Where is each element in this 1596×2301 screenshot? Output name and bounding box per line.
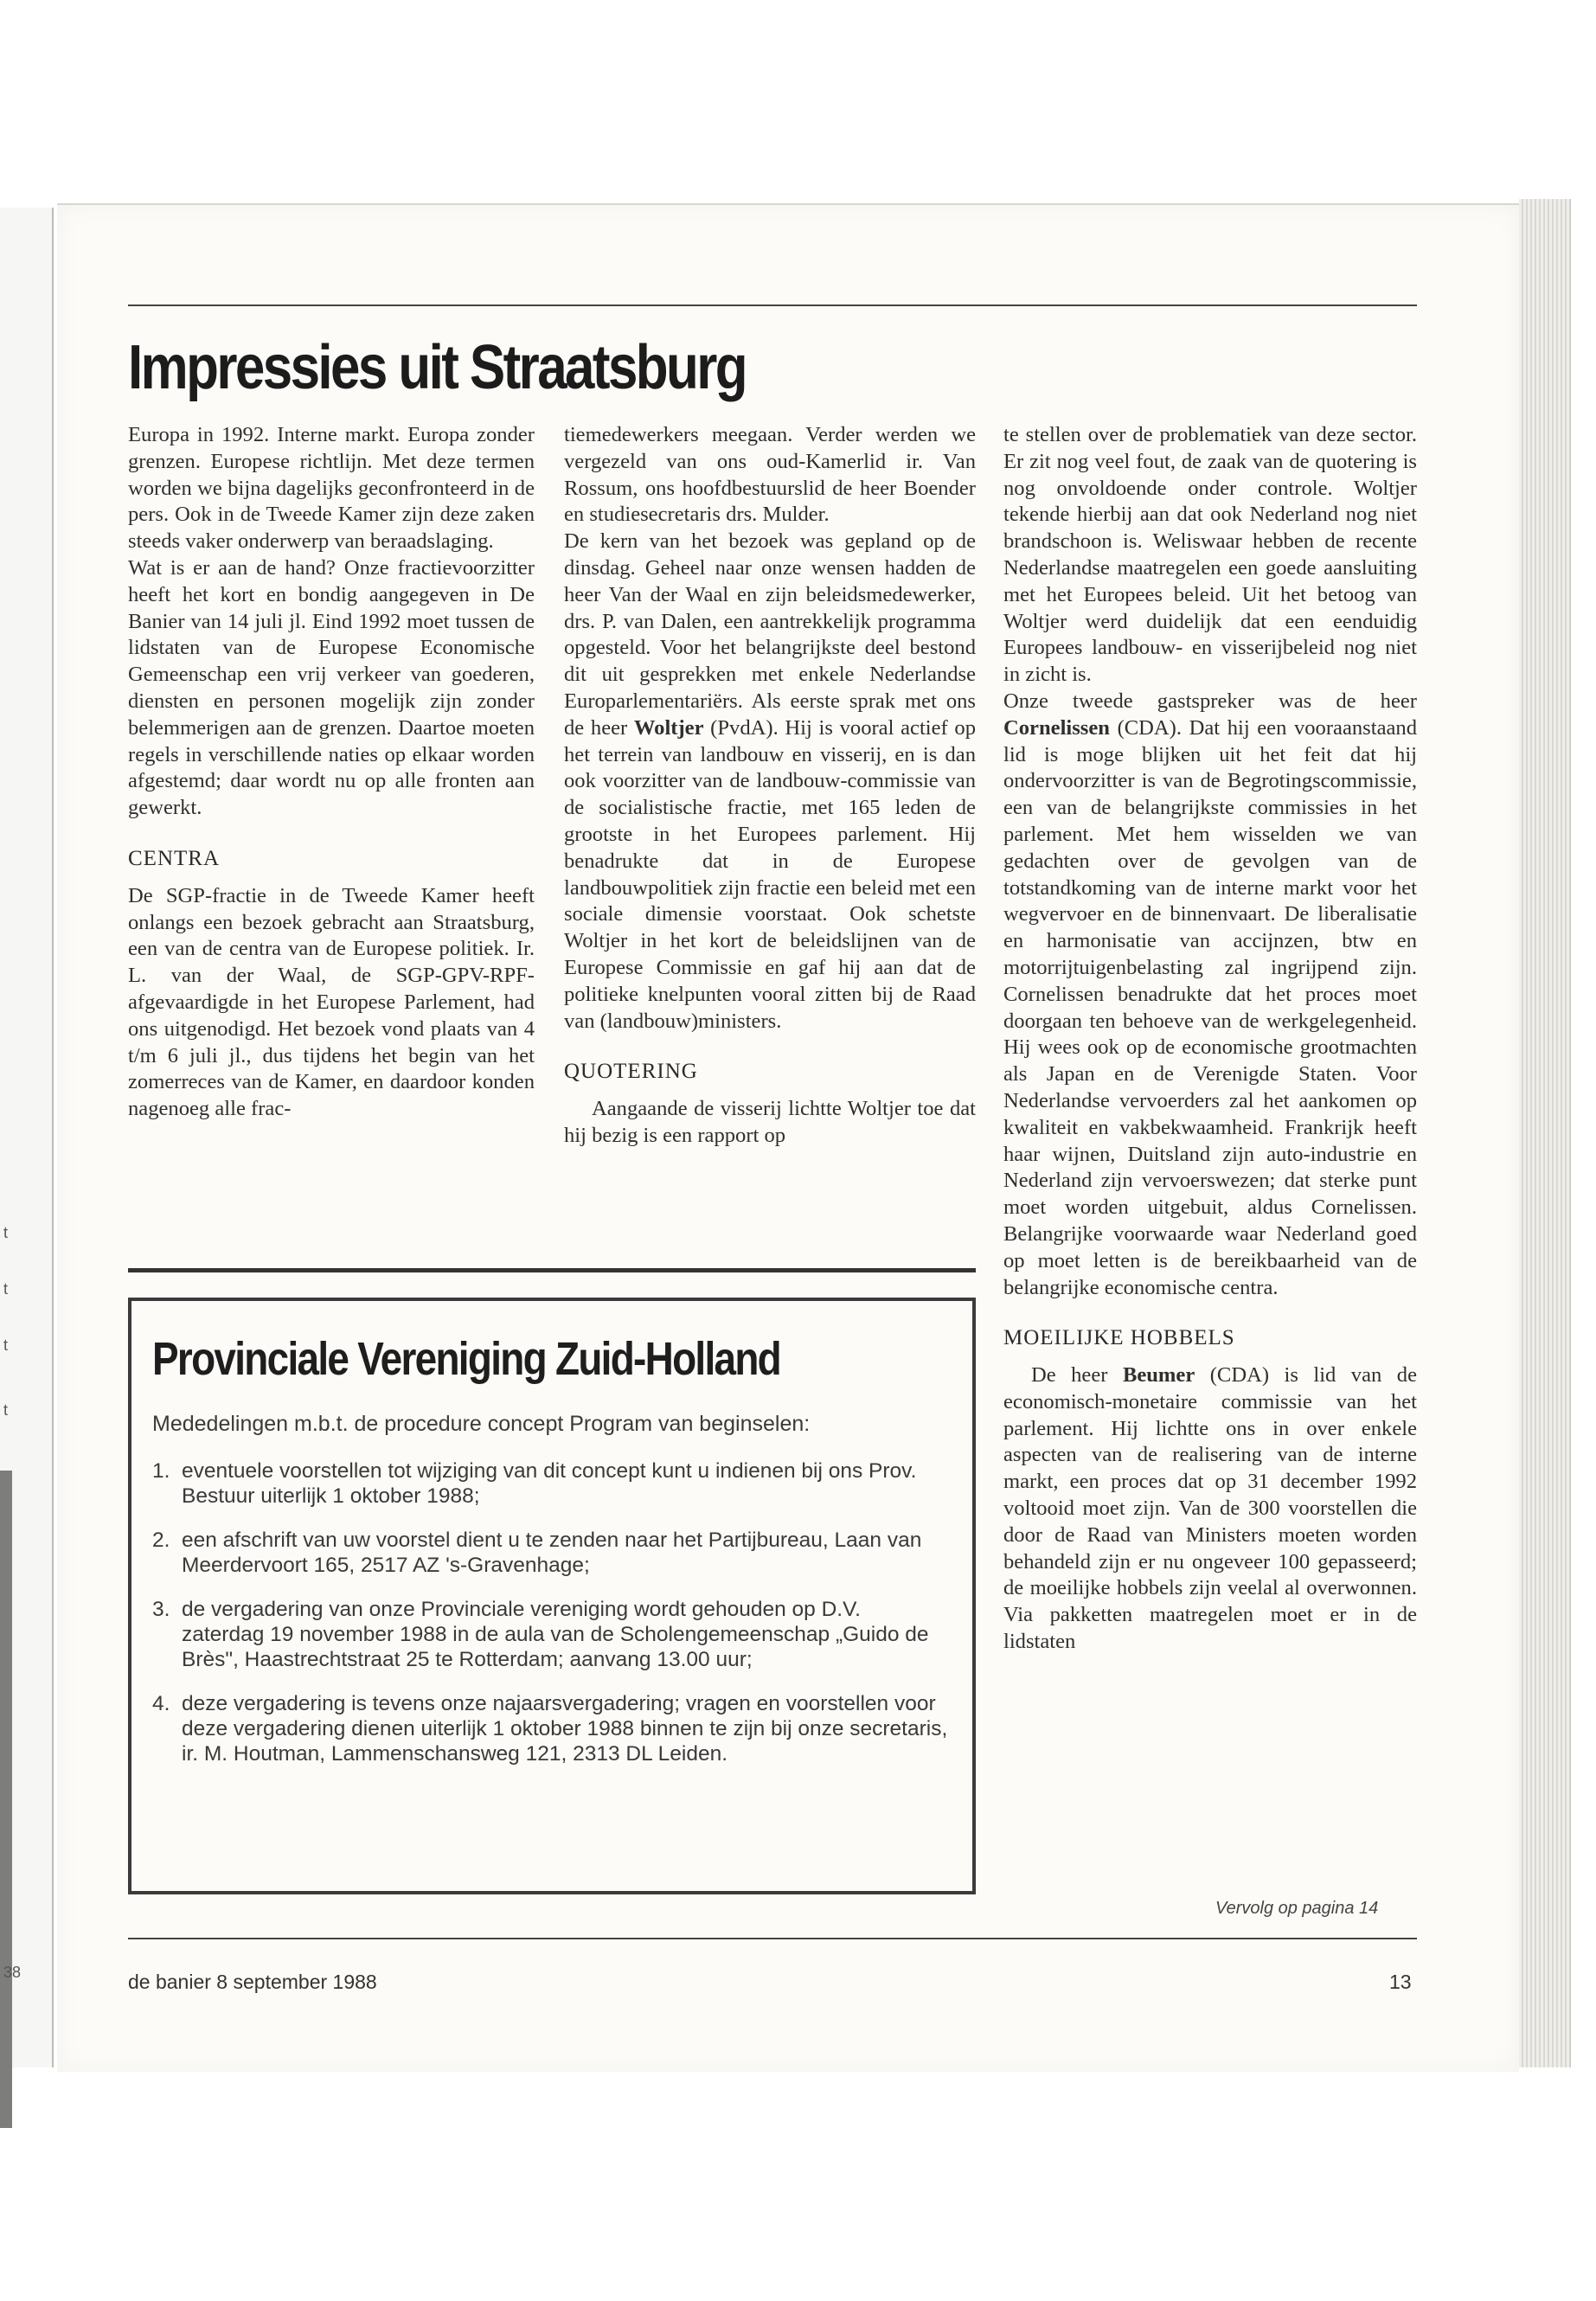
previous-page-number: 38 <box>3 1964 22 1981</box>
text-run: (CDA). Dat hij een vooraanstaand lid is moge blijken uit het feit dat hij ondervoorzitter is van de Begrotingscommissie, een van de belangrijkste commissies in het parlement. Met hem wisselden we van gedachten over de gevolgen van de totstandkoming van de interne markt voor het wegvervoer en de binnenvaart. De liberalisatie en harmonisatie van accijnzen, btw en motorrijtuigenbelasting zal ingrijpend zijn. Cornelissen benadrukte dat het proces moet doorgaan ten behoeve van de werkgelegenheid. Hij wees ook op de economische grootmachten als Japan en de Verenigde Staten. Voor Nederlandse vervoerders zal het aankomen op kwaliteit en vakbekwaamheid. Frankrijk heeft haar wijnen, Duitsland zijn auto-industrie en Nederland zijn vervoerswezen; dat sterke punt moet worden uitgebuit, aldus Cornelissen. Belangrijke voorwaarde waar Nederland goed op moet letten is de bereikbaarheid van de belangrijke economische centra. <box>1003 715 1417 1299</box>
list-item <box>152 1691 948 1766</box>
speaker-name: Beumer <box>1122 1363 1195 1388</box>
paragraph: tiemedewerkers meegaan. Verder werden we vergezeld van ons oud-Kamerlid ir. Van Rossum, ons hoofdbestuurslid de heer Boender en studiesecretaris drs. Mulder. <box>564 423 976 527</box>
item-text: een afschrift van uw voorstel dient u te zenden naar het Partijbureau, Laan van Meerdervoort 165, 2517 AZ 's-Gravenhage; <box>182 1529 922 1577</box>
article-column-2 <box>564 422 976 1150</box>
paragraph: De SGP-fractie in de Tweede Kamer heeft onlangs een bezoek gebracht aan Straatsburg, een van de centra van de Europese politiek. Ir. L. van der Waal, de SGP-GPV-RPF-afgevaardigde in het Europese Parlement, had ons uitgenodigd. Het bezoek vond plaats van 4 t/m 6 juli jl., dus tijdens het begin van het zomerreces van de Kamer, en daardoor konden nagenoeg alle frac- <box>128 883 535 1121</box>
item-number: 1. <box>152 1459 170 1483</box>
article-column-3 <box>1003 422 1417 1656</box>
article-column-1 <box>128 422 535 1123</box>
subheading: CENTRA <box>128 846 220 870</box>
subheading: QUOTERING <box>564 1060 698 1084</box>
previous-page-edge <box>0 208 54 2067</box>
subheading: MOEILIJKE HOBBELS <box>1003 1326 1235 1350</box>
page-number: 13 <box>1389 1971 1412 1993</box>
continued-note: Vervolg op pagina 14 <box>1215 1899 1379 1918</box>
paragraph: Europa in 1992. Interne markt. Europa zonder grenzen. Europese richtlijn. Met deze termen worden we bijna dagelijks geconfronteerd in de pers. Ook in de Tweede Kamer zijn deze zaken steeds vaker onderwerp van beraadslaging. <box>128 423 535 554</box>
top-rule <box>128 304 1417 306</box>
item-number: 4. <box>152 1692 170 1715</box>
item-text: deze vergadering is tevens onze najaarsvergadering; vragen en voorstellen voor deze vergadering dienen uiterlijk 1 oktober 1988 binnen te zijn bij onze secretaris, ir. M. Houtman, Lammenschansweg 121, 2313 DL Leiden. <box>182 1692 948 1766</box>
item-number: 3. <box>152 1598 170 1621</box>
margin-mark: t <box>3 1336 9 1354</box>
list-item <box>152 1597 948 1672</box>
speaker-name: Cornelissen <box>1003 715 1110 740</box>
box-title: Provinciale Vereniging Zuid-Holland <box>152 1333 781 1385</box>
footer-publication: de banier 8 september 1988 <box>128 1971 377 1993</box>
text-run: De kern van het bezoek was gepland op de dinsdag. Geheel naar onze wensen hadden de heer Van der Waal en zijn beleidsmedewerker, drs. P. van Dalen, een aantrekkelijk programma opgesteld. Voor het belangrijkste deel bestond dit uit gesprekken met enkele Nederlandse Europarlementariërs. Als eerste sprak met ons de heer <box>564 529 976 740</box>
margin-shade <box>0 1471 12 2128</box>
text-run: De heer <box>1031 1363 1108 1388</box>
box-intro: Mededelingen m.b.t. de procedure concept Program van beginselen: <box>152 1412 811 1436</box>
margin-mark: t <box>3 1224 9 1241</box>
paragraph: Aangaande de visserij lichtte Woltjer toe dat hij bezig is een rapport op <box>564 1097 976 1147</box>
text-run: (PvdA). Hij is vooral actief op het terrein van landbouw en visserij, en is dan ook voorzitter van de landbouw-commissie van de socialistische fractie, met 165 leden de grootste in het Europees parlement. Hij benadrukte dat in de Europese landbouwpolitiek zijn fractie een beleid met een sociale dimensie voorstaat. Ook schetste Woltjer in het kort de beleidslijnen van de Europese Commissie en gaf hij aan dat de politieke knelpunten vooral zitten bij de Raad van (landbouw)ministers. <box>564 715 976 1033</box>
article-title: Impressies uit Straatsburg <box>128 333 747 402</box>
paragraph: Wat is er aan de hand? Onze fractievoorzitter heeft het kort en bondig aangegeven in De Banier van 14 juli jl. Eind 1992 moet tussen de lidstaten van de Europese Economische Gemeenschap een vrij verkeer van goederen, diensten en personen mogelijk zijn zonder belemmerigen aan de grenzen. Daartoe moeten regels in verschillende naties op elkaar worden afgestemd; daar wordt nu op alle fronten aan gewerkt. <box>128 555 535 820</box>
item-number: 2. <box>152 1529 170 1552</box>
bottom-rule <box>128 1938 1417 1939</box>
margin-mark: t <box>3 1280 9 1298</box>
margin-mark: t <box>3 1401 9 1419</box>
list-item <box>152 1458 948 1509</box>
list-item <box>152 1528 948 1578</box>
announcement-box <box>128 1298 976 1894</box>
box-top-rule <box>128 1268 976 1272</box>
paragraph <box>1003 1362 1417 1656</box>
text-run: Onze tweede gastspreker was de heer <box>1003 689 1417 713</box>
paragraph <box>564 529 976 1035</box>
announcement-list <box>152 1458 948 1785</box>
text-run: (CDA) is lid van de economisch-monetaire commissie van het parlement. Hij lichtte ons in over enkele aspecten van de realisering van de interne markt, een proces dat op 31 december 1992 voltooid moet zijn. Van de 300 voorstellen die door de Raad van Ministers moeten worden behandeld zijn er nu ongeveer 100 gepasseerd; de moeilijke hobbels zijn veelal al overwonnen. Via pakketten maatregelen moet er in de lidstaten <box>1003 1363 1417 1654</box>
item-text: eventuele voorstellen tot wijziging van dit concept kunt u indienen bij ons Prov. Bestuur uiterlijk 1 oktober 1988; <box>182 1459 917 1508</box>
page-edges <box>1519 199 1571 2067</box>
speaker-name: Woltjer <box>633 715 704 740</box>
paragraph <box>1003 689 1417 1301</box>
item-text: de vergadering van onze Provinciale vereniging wordt gehouden op D.V. zaterdag 19 november 1988 in de aula van de Scholengemeenschap „Guido de Brès", Haastrechtstraat 25 te Rotterdam; aanvang 13.00 uur; <box>182 1598 929 1671</box>
paragraph: te stellen over de problematiek van deze sector. Er zit nog veel fout, de zaak van de quotering is nog onvoldoende onder controle. Woltjer tekende hierbij aan dat ook Nederland nog niet brandschoon is. Weliswaar hebben de recente Nederlandse maatregelen een goede aansluiting met het Europees beleid. Uit het betoog van Woltjer werd duidelijk dat een eenduidig Europees landbouw- en visserijbeleid nog niet in zicht is. <box>1003 423 1417 687</box>
